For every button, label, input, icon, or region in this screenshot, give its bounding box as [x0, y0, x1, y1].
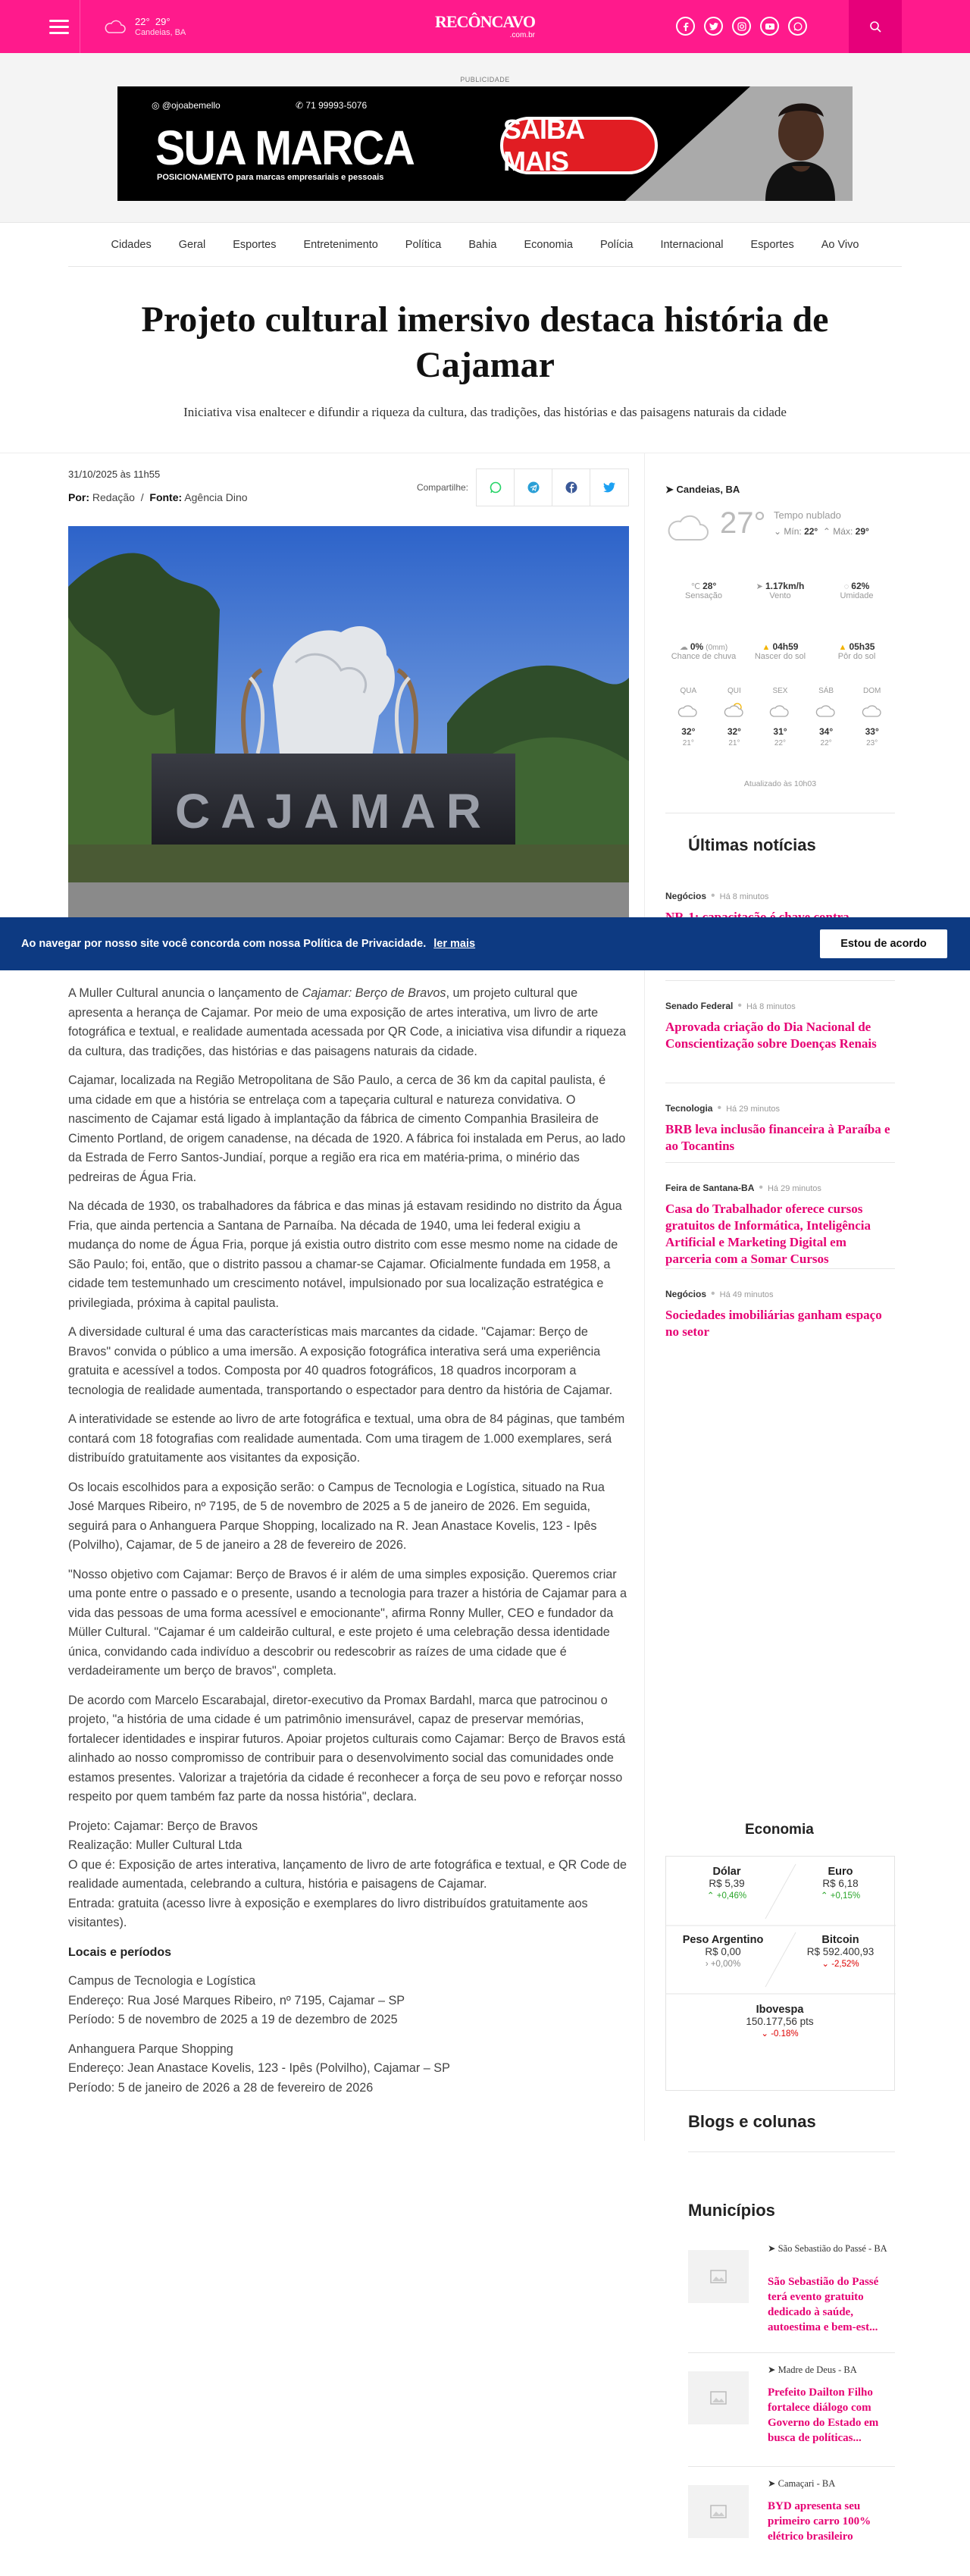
weather-updated: Atualizado às 10h03 [743, 779, 817, 788]
weather-value: 1.17km/h [765, 581, 805, 591]
weather-temp: 27° [720, 506, 766, 540]
image-placeholder-icon [688, 2250, 749, 2303]
nav-item-geral[interactable]: Geral [178, 238, 206, 251]
forecast-max: 32° [681, 726, 696, 737]
article-subtitle: Iniciativa visa enaltecer e difundir a riqueza da cultura, das tradições, das histórias e das paisagens naturais da cidade [183, 405, 787, 419]
by-label: Por: [68, 491, 89, 503]
paragraph-5: A interatividade se estende ao livro de arte fotográfica e textual, uma obra de 84 páginas, que também contará com 18 fotografias com realidade aumentada. Com uma tiragem de 1.000 exemplares, será distribuído gratuitamente aos visitantes da exposição. [68, 1412, 625, 1465]
author: Redação [92, 491, 135, 503]
municipios-heading: Municípios [688, 2201, 775, 2220]
news-title[interactable]: BRB leva inclusão financeira à Paraíba e ao Tocantins [665, 1122, 890, 1153]
news-meta [665, 999, 895, 1013]
weather-label: Pôr do sol [837, 652, 876, 661]
forecast-day-name: DOM [863, 687, 881, 695]
location-2: Anhanguera Parque Shopping Endereço: Jean Anastace Kovelis, 123 - Ipês (Polvilho), Cajamar – SP Período: 5 de janeiro de 2026 a 28 de fevereiro de 2026 [68, 2042, 450, 2095]
news-time: Há 8 minutos [719, 892, 769, 901]
municipio-title[interactable]: BYD apresenta seu primeiro carro 100% elétrico brasileiro [768, 2500, 871, 2543]
cookie-bar [0, 917, 970, 970]
article-meta [68, 453, 629, 526]
nav-item-poltica[interactable]: Política [405, 238, 442, 251]
weather-label: Umidade [840, 591, 874, 600]
municipio-location [768, 2477, 835, 2490]
nav-item-esportes[interactable]: Esportes [233, 238, 277, 251]
ad-sub: POSICIONAMENTO para marcas empresariais e pessoais [157, 173, 384, 182]
economy-heading: Economia [745, 1822, 814, 1838]
municipio-location-text: São Sebastião do Passé - BA [778, 2243, 887, 2254]
cookie-text: Ao navegar por nosso site você concorda com nossa Política de Privacidade. [21, 938, 427, 950]
whatsapp-icon[interactable] [788, 17, 807, 36]
news-time: Há 29 minutos [726, 1105, 780, 1114]
facebook-icon[interactable] [676, 17, 695, 36]
municipio-location [768, 2242, 887, 2255]
site-logo[interactable] [435, 12, 535, 42]
paragraph-4: A diversidade cultural é uma das características mais marcantes da cidade. "Cajamar: Berço de Bravos" convida o público a uma imersão. A exposição fotográfica interativa será uma experiência gratuita e acessível a todos. Composta por 40 quadros fotográficos, 18 quadros incorporam a tecnologia de realidade aumentada, transportando o espectador para dentro da história de Cajamar. [68, 1325, 613, 1397]
weather-label: Vento [769, 591, 791, 600]
news-meta [665, 1287, 895, 1301]
weather-value: 04h59 [772, 641, 799, 652]
forecast-day [712, 685, 758, 749]
nav-item-internacional[interactable]: Internacional [660, 238, 724, 251]
source-label: Fonte: [149, 491, 183, 503]
share-bar [417, 469, 629, 506]
forecast-day [757, 685, 803, 749]
location-icon: ➤ [768, 2364, 778, 2375]
weather-value: 0% [690, 641, 704, 652]
weather-prdosol [818, 641, 895, 661]
news-meta [665, 1102, 895, 1115]
news-category: Senado Federal [665, 1001, 734, 1011]
weather-label: Nascer do sol [754, 652, 806, 661]
weather-value: 28° [702, 581, 717, 591]
weather-row-1 [665, 581, 895, 600]
separator: • [711, 1287, 715, 1300]
news-meta [665, 1181, 895, 1195]
cookie-accept-button[interactable]: Estou de acordo [820, 929, 947, 958]
twitter-icon [603, 482, 615, 493]
cloud-icon [103, 19, 126, 34]
forecast-min: 22° [774, 739, 787, 747]
nav-item-cidades[interactable]: Cidades [111, 238, 152, 251]
search-icon [869, 20, 881, 33]
search-button[interactable] [849, 0, 902, 53]
ad-phone: ✆ 71 99993-5076 [296, 100, 368, 111]
municipio-item[interactable] [688, 2242, 895, 2341]
article-title: Projeto cultural imersivo destaca história de Cajamar [141, 299, 829, 385]
menu-button[interactable] [38, 0, 80, 53]
weather-city: ➤ Candeias, BA [665, 484, 740, 495]
forecast-max: 31° [773, 726, 787, 737]
nav-item-bahia[interactable]: Bahia [468, 238, 497, 251]
photo-sign-text: CAJAMAR [175, 784, 492, 838]
divider [688, 2151, 895, 2152]
divider [688, 2352, 895, 2353]
location-icon: ➤ [768, 2478, 778, 2489]
forecast-day-name: QUI [728, 687, 741, 695]
nav-item-aovivo[interactable]: Ao Vivo [821, 238, 859, 251]
news-category: Tecnologia [665, 1103, 713, 1114]
cloud-icon [677, 701, 699, 719]
news-category: Feira de Santana-BA [665, 1183, 755, 1193]
news-item[interactable] [665, 1181, 895, 1268]
news-time: Há 8 minutos [746, 1002, 796, 1011]
location-1: Campus de Tecnologia e Logística Endereço: Rua José Marques Ribeiro, nº 7195, Cajamar – SP Período: 5 de novembro de 2025 a 19 de dezembro de 2025 [68, 1974, 405, 2026]
weather-label: Sensação [685, 591, 722, 600]
blogs-heading: Blogs e colunas [688, 2112, 816, 2131]
cloud-icon [665, 512, 711, 543]
article-photo[interactable] [68, 526, 629, 920]
source: Agência Dino [184, 491, 248, 503]
ad-headline: SUA MARCA [155, 121, 415, 175]
weather-sensao [665, 581, 742, 600]
logo-sub: .com.br [509, 31, 535, 39]
ad-banner[interactable] [117, 86, 853, 201]
ad-label: PUBLICIDADE [460, 76, 510, 83]
dolar-quote: Dólar R$ 5,39 ⌃ +0,46% [706, 1866, 747, 1901]
cloud-icon [724, 701, 745, 719]
weather-nascerdosol [742, 641, 818, 661]
logo-text: RECÔNCAVO [435, 12, 535, 31]
forecast-day [803, 685, 850, 749]
forecast-day-name: QUA [680, 687, 697, 695]
location-icon: ➤ [768, 2243, 778, 2254]
twitter-icon[interactable] [704, 17, 723, 36]
image-placeholder-icon [688, 2371, 749, 2424]
weather-desc: Tempo nublado [774, 509, 841, 521]
news-title[interactable]: Aprovada criação do Dia Nacional de Conscientização sobre Doenças Renais [665, 1020, 877, 1051]
municipio-item[interactable] [688, 2364, 895, 2462]
article-byline: Por: Redação / Fonte: Agência Dino [68, 491, 248, 503]
site-header [0, 0, 970, 53]
forecast-min: 21° [682, 739, 694, 747]
share-label: Compartilhe: [416, 482, 468, 493]
bitcoin-quote: Bitcoin R$ 592.400,93 ⌄ -2,52% [806, 1934, 875, 1969]
municipio-title[interactable]: Prefeito Dailton Filho fortalece diálogo com Governo do Estado em busca de políticas... [768, 2386, 879, 2444]
weather-label: Chance de chuva [671, 652, 737, 661]
sunset-icon: ▲ [838, 643, 850, 652]
separator: • [717, 1102, 722, 1114]
weather-chancedechuva [665, 641, 742, 661]
drop-icon: ◌ [843, 582, 852, 591]
image-placeholder-icon [688, 2485, 749, 2538]
news-category: Negócios [665, 1289, 707, 1299]
forecast-min: 21° [728, 739, 740, 747]
news-item[interactable] [665, 1102, 895, 1155]
forecast-day [849, 685, 895, 749]
paragraph-1: A Muller Cultural anuncia o lançamento de Cajamar: Berço de Bravos, um projeto cultural que apresenta a herança de Cajamar. Por meio de uma exposição de artes interativa, um livro de arte fotográfica e textual, e realidade aumentada acessada por QR Code, a iniciativa visa difundir a riqueza da cultura, das tradições, das histórias e das paisagens naturais da cidade. [68, 986, 627, 1058]
municipio-location-text: Camaçari - BA [778, 2478, 836, 2489]
header-weather [103, 16, 186, 37]
weather-umidade [818, 581, 895, 600]
nav-item-entretenimento[interactable]: Entretenimento [303, 238, 378, 251]
header-temp-max: 22° [135, 16, 150, 27]
ibovespa-quote: Ibovespa 150.177,56 pts ⌄ -0.18% [746, 2004, 814, 2039]
forecast-max: 33° [865, 726, 879, 737]
weather-row-2 [665, 641, 895, 661]
news-time: Há 29 minutos [767, 1184, 821, 1193]
paragraph-8: De acordo com Marcelo Escarabajal, diretor-executivo da Promax Bardahl, marca que patrocinou o projeto, "a história de uma cidade é um patrimônio imensurável, capaz de preservar memórias, fortalecer identidades e inspirar futuros. Apoiar projetos culturais como Cajamar: Berço de Bravos está alinhado ao nosso compromisso de contribuir para o desenvolvimento social das comunidades onde estamos presentes. Valorizar a trajetória da cidade é reconhecer a força de seu povo e reforçar nosso respeito por quem também faz parte da nossa história", declara. [68, 1693, 626, 1804]
whatsapp-icon [490, 481, 502, 494]
municipio-title[interactable]: São Sebastião do Passé terá evento gratuito dedicado à saúde, autoestima e bem-est... [768, 2276, 879, 2333]
forecast-day-name: SÁB [818, 687, 834, 695]
share-facebook-button[interactable] [552, 469, 590, 506]
article-header [0, 267, 970, 453]
nav-item-polcia[interactable]: Polícia [599, 238, 634, 251]
municipio-location-text: Madre de Deus - BA [778, 2364, 857, 2375]
article-date: 31/10/2025 às 11h55 [68, 469, 161, 480]
paragraph-2: Cajamar, localizada na Região Metropolitana de São Paulo, a cerca de 36 km da capital paulista, é uma cidade em que a história se entrelaça com a tapeçaria cultural e natureza convidativa. O nascimento de Cajamar está ligado à implantação da fábrica de cimento Companhia Brasileira de Cimento Portland, de origem canadense, na década de 1920. A fábrica foi instalada em Perus, ao lado da Estrada de Ferro Santos-Jundiaí, porque a região era rica em matéria-prima, o minério das pedreiras de Água Fria. [68, 1073, 626, 1184]
ad-person-photo [762, 94, 837, 201]
news-title[interactable]: Casa do Trabalhador oferece cursos gratuitos de Informática, Inteligência Artificial e Marketing Digital em parceria com a Somar Cursos [665, 1202, 871, 1266]
ad-handle: ◎ @ojoabemello [152, 100, 221, 111]
news-time: Há 49 minutos [719, 1290, 774, 1299]
news-item[interactable] [665, 1287, 895, 1340]
facebook-icon [565, 481, 577, 494]
divider [665, 1162, 895, 1163]
cloud-icon [862, 701, 883, 719]
share-telegram-button[interactable] [515, 469, 552, 506]
nav-item-economia[interactable]: Economia [524, 238, 573, 251]
paragraph-7: "Nosso objetivo com Cajamar: Berço de Bravos é ir além de uma simples exposição. Queremos criar uma ponte entre o passado e o presente, usando a tecnologia para trazer a história de Cajamar para a vida das pessoas de uma forma acessível e emocionante", afirma Ronny Muller, CEO e fundador da Müller Cultural. "Cajamar é um caldeirão cultural, e este projeto é uma celebração dessa identidade única, convidando cada indivíduo a descobrir ou redescobrir as raízes de uma cidade que é verdadeiramente um berço de bravos", completa. [68, 1567, 627, 1678]
economy-widget [665, 1856, 895, 2091]
header-location: Candeias, BA [135, 28, 186, 37]
weather-minmax: ⌄ Mín: 22° ⌃ Máx: 29° [774, 526, 869, 537]
forecast-max: 34° [819, 726, 834, 737]
weather-value: 62% [851, 581, 870, 591]
instagram-icon[interactable] [732, 17, 751, 36]
share-twitter-button[interactable] [590, 469, 628, 506]
paragraph-6: Os locais escolhidos para a exposição serão: o Campus de Tecnologia e Logística, situado na Rua José Marques Ribeiro, nº 7195, de 5 de novembro de 2025 a 5 de janeiro de 2026. Em seguida, seguirá para o Anhanguera Parque Shopping, localizado na R. Jean Anastace Kovelis, 123 - Ipês (Polvilho), Cajamar, de 5 de janeiro a 28 de fevereiro de 2026. [68, 1480, 605, 1552]
telegram-icon [527, 481, 540, 494]
rain-icon: ☁ [679, 643, 690, 652]
article-body [68, 984, 629, 2107]
wind-icon: ➤ [756, 582, 765, 591]
forecast-day-name: SEX [772, 687, 788, 695]
latest-heading: Últimas notícias [688, 835, 816, 854]
social-links [676, 17, 807, 36]
nav-item-esportes[interactable]: Esportes [750, 238, 794, 251]
header-temp-min: 29° [155, 16, 171, 27]
sunrise-icon: ▲ [762, 643, 773, 652]
weather-value: 05h35 [849, 641, 875, 652]
forecast-min: 23° [866, 739, 878, 747]
locations-heading: Locais e períodos [68, 1945, 172, 1959]
separator: • [737, 999, 742, 1012]
cloud-icon [769, 701, 790, 719]
forecast-day [665, 685, 712, 749]
youtube-icon[interactable] [760, 17, 779, 36]
weather-vento [742, 581, 818, 600]
ad-zone [0, 53, 970, 223]
peso-quote: Peso Argentino R$ 0,00 › +0,00% [682, 1934, 764, 1969]
municipio-item[interactable] [688, 2477, 895, 2576]
cloud-icon [815, 701, 837, 719]
cookie-read-more-link[interactable]: ler mais [433, 938, 476, 950]
divider [688, 2466, 895, 2467]
thermometer-icon: ℃ [690, 582, 703, 591]
paragraph-3: Na década de 1930, os trabalhadores da fábrica e das minas já estavam residindo no distrito da Água Fria, que ainda pertencia a Santana de Parnaíba. Na década de 1940, uma lei federal exigiu a mudança do nome de Água Fria, porque já existia outro distrito com esse mesmo nome na cidade de São Paulo; foi, então, que o distrito passou a chamar-se Cajamar. Oficialmente fundada em 1958, a cidade tem testemunhado um crescimento notável, impulsionado por sua localização estratégica e privilegiada, próxima à capital paulista. [68, 1199, 622, 1310]
divider [665, 980, 895, 981]
sidebar-divider [644, 453, 645, 2141]
news-title[interactable]: Sociedades imobiliárias ganham espaço no setor [665, 1308, 882, 1339]
forecast-max: 32° [727, 726, 741, 737]
municipio-location [768, 2364, 857, 2377]
main-nav [68, 223, 902, 267]
separator: • [711, 889, 715, 902]
weather-now [665, 506, 895, 552]
news-meta [665, 889, 895, 903]
forecast-min: 22° [820, 739, 832, 747]
ad-cta-button[interactable]: SAIBA MAIS [500, 117, 658, 174]
project-info: Projeto: Cajamar: Berço de Bravos Realização: Muller Cultural Ltda O que é: Exposição de artes interativa, lançamento de livro de arte fotográfica e textual, e QR Code de realidade aumentada, celebrando a cultura, história e paisagens de Cajamar. Entrada: gratuita (acesso livre à exposição e exemplares do livro distribuídos gratuitamente aos visitantes). [68, 1819, 627, 1929]
weather-forecast [665, 685, 895, 749]
euro-quote: Euro R$ 6,18 ⌃ +0,15% [820, 1866, 861, 1901]
separator: • [759, 1181, 763, 1194]
share-whatsapp-button[interactable] [477, 469, 515, 506]
news-item[interactable] [665, 999, 895, 1052]
news-category: Negócios [665, 891, 707, 901]
weather-extra: (0mm) [706, 644, 728, 652]
divider [665, 1268, 895, 1269]
